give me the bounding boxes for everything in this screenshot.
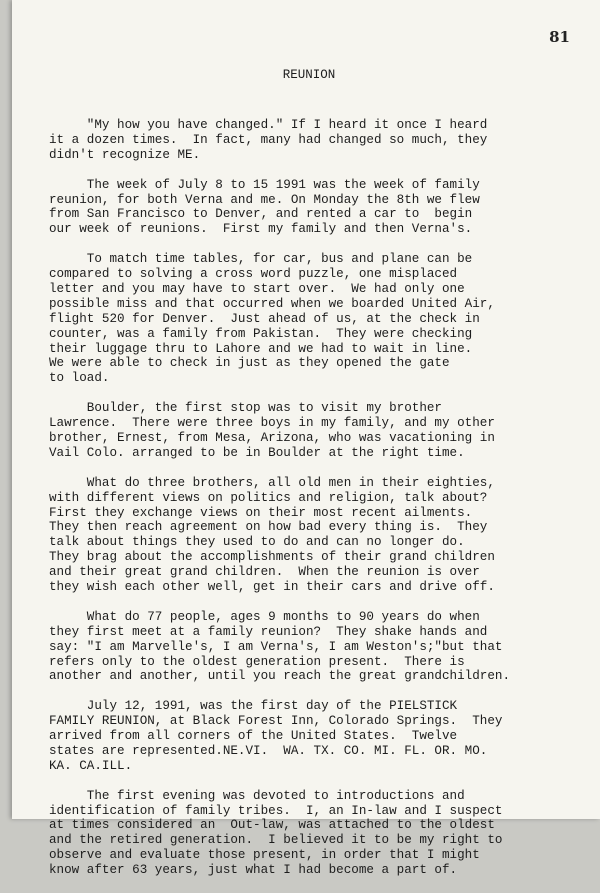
- text-line: states are represented.NE.VI. WA. TX. CO. MI. FL. OR. MO.: [49, 743, 488, 758]
- text-line: We were able to check in just as they opened the gate: [49, 356, 450, 371]
- text-line: our week of reunions. First my family and then Verna's.: [49, 222, 473, 237]
- document-page: [12, 0, 600, 878]
- text-line: First they exchange views on their most recent ailments.: [49, 505, 473, 520]
- text-line: reunion, for both Verna and me. On Monday the 8th we flew: [49, 192, 480, 207]
- text-line: at times considered an Out-law, was attached to the oldest: [49, 818, 495, 833]
- text-line: July 12, 1991, was the first day of the PIELSTICK: [49, 699, 458, 714]
- paragraph: [49, 252, 579, 386]
- text-line: it a dozen times. In fact, many had changed so much, they: [49, 132, 488, 147]
- text-line: flight 520 for Denver. Just ahead of us, at the check in: [49, 311, 480, 326]
- text-line: another and another, until you reach the great grandchildren.: [49, 669, 511, 684]
- text-line: and the retired generation. I believed it to be my right to: [49, 833, 503, 848]
- text-line: they wish each other well, get in their cars and drive off.: [49, 580, 495, 595]
- text-line: What do three brothers, all old men in their eighties,: [49, 475, 495, 490]
- paragraph: [49, 699, 579, 774]
- text-line: FAMILY REUNION, at Black Forest Inn, Colorado Springs. They: [49, 714, 503, 729]
- page-title: REUNION: [282, 68, 336, 82]
- text-line: compared to solving a cross word puzzle, one misplaced: [49, 267, 458, 282]
- paragraph: [49, 118, 579, 163]
- text-line: from San Francisco to Denver, and rented a car to begin: [49, 207, 473, 222]
- text-line: didn't recognize ME.: [49, 147, 201, 162]
- text-line: KA. CA.ILL.: [49, 758, 133, 773]
- text-line: with different views on politics and religion, talk about?: [49, 490, 488, 505]
- text-line: To match time tables, for car, bus and plane can be: [49, 252, 473, 267]
- text-line: talk about things they used to do and can no longer do.: [49, 535, 465, 550]
- text-line: they first meet at a family reunion? They shake hands and: [49, 624, 488, 639]
- text-line: Lawrence. There were three boys in my family, and my other: [49, 416, 495, 431]
- text-line: identification of family tribes. I, an In-law and I suspect: [49, 803, 503, 818]
- text-line: brother, Ernest, from Mesa, Arizona, who was vacationing in: [49, 430, 495, 445]
- paragraph: [49, 476, 579, 595]
- text-line: say: "I am Marvelle's, I am Verna's, I am Weston's;"but that: [49, 639, 503, 654]
- paragraph: [49, 178, 579, 238]
- paragraph: [49, 401, 579, 461]
- text-line: Boulder, the first stop was to visit my brother: [49, 401, 442, 416]
- text-line: "My how you have changed." If I heard it once I heard: [49, 118, 488, 132]
- text-line: They brag about the accomplishments of their grand children: [49, 550, 495, 565]
- text-line: Vail Colo. arranged to be in Boulder at the right time.: [49, 445, 465, 460]
- text-line: counter, was a family from Pakistan. They were checking: [49, 326, 473, 341]
- text-line: letter and you may have to start over. We had only one: [49, 281, 465, 296]
- paragraph: [49, 789, 579, 878]
- text-line: What do 77 people, ages 9 months to 90 years do when: [49, 609, 480, 624]
- text-line: They then reach agreement on how bad every thing is. They: [49, 520, 488, 535]
- text-line: The first evening was devoted to introductions and: [49, 788, 465, 803]
- text-line: know after 63 years, just what I had become a part of.: [49, 863, 458, 878]
- text-line: observe and evaluate those present, in order that I might: [49, 848, 480, 863]
- text-line: possible miss and that occurred when we boarded United Air,: [49, 296, 495, 311]
- text-line: The week of July 8 to 15 1991 was the week of family: [49, 177, 480, 192]
- text-line: their luggage thru to Lahore and we had to wait in line.: [49, 341, 473, 356]
- text-line: and their great grand children. When the reunion is over: [49, 565, 480, 580]
- body-text: [49, 118, 579, 893]
- text-line: arrived from all corners of the United States. Twelve: [49, 729, 458, 744]
- page-number: 81: [549, 28, 570, 46]
- text-line: to load.: [49, 371, 110, 386]
- paragraph: [49, 610, 579, 685]
- text-line: refers only to the oldest generation present. There is: [49, 654, 465, 669]
